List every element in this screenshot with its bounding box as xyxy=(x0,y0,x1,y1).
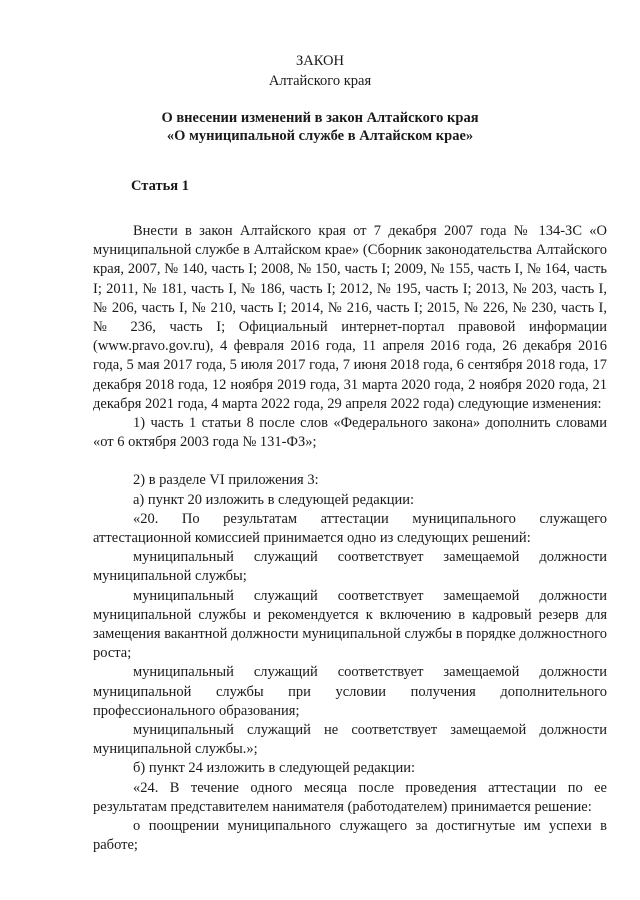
point-20-option-4: муниципальный служащий не соответствует замещаемой должности муниципальной службы.»; xyxy=(93,722,607,758)
item-2a-paragraph: а) пункт 20 изложить в следующей редакции: xyxy=(133,491,415,508)
point-20-option-3: муниципальный служащий соответствует замещаемой должности муниципальной службы при условии получения дополнительного профессионального образования; xyxy=(93,664,607,719)
paragraph-gap xyxy=(93,452,607,471)
region-heading: Алтайского края xyxy=(268,73,372,89)
point-24-option-1: о поощрении муниципального служащего за достигнутые им успехи в работе; xyxy=(93,818,607,854)
item-2b-paragraph: б) пункт 24 изложить в следующей редакции: xyxy=(133,760,415,777)
point-20-option-1: муниципальный служащий соответствует замещаемой должности муниципальной службы; xyxy=(93,549,607,585)
point-20-option-2: муниципальный служащий соответствует замещаемой должности муниципальной службы и рекомендуется к включению в кадровый резерв для замещения вакантной должности муниципальной службы в порядке должностного роста; xyxy=(93,587,607,662)
item-2-paragraph: 2) в разделе VI приложения 3: xyxy=(133,472,319,489)
law-title-line-1: О внесении изменений в закон Алтайского края xyxy=(161,110,479,126)
doc-type-heading: ЗАКОН xyxy=(296,53,344,69)
item-1-paragraph: 1) часть 1 статьи 8 после слов «Федерального закона» дополнить словами «от 6 октября 2003 года № 131-ФЗ»; xyxy=(93,415,607,451)
law-title xyxy=(0,109,640,145)
intro-paragraph: Внести в закон Алтайского края от 7 декабря 2007 года № 134-ЗС «О муниципальной службе в Алтайском крае» (Сборник законодательства Алтайского края, 2007, № 140, часть I; 2008, № 150, часть I; 2009, № 155, часть I, № 164, часть I; 2011, № 181, часть I, № 186, часть I; 2012, № 195, часть I; 2013, № 203, часть I, № 206, часть I, № 210, часть I; 2014, № 216, часть I; 2015, № 226, № 230, часть I, № 236, часть I; Официальный интернет-портал правовой информации (www.pravo.gov.ru), 4 февраля 2016 года, 11 апреля 2016 года, 26 декабря 2016 года, 5 мая 2017 года, 5 июля 2017 года, 7 июня 2018 года, 6 сентября 2018 года, 17 декабря 2018 года, 12 ноября 2019 года, 31 марта 2020 года, 2 ноября 2020 года, 21 декабря 2021 года, 4 марта 2022 года, 29 апреля 2022 года) следующие изменения: xyxy=(93,223,607,412)
point-24-paragraph: «24. В течение одного месяца после проведения аттестации по ее результатам представителем нанимателя (работодателем) принимается решение: xyxy=(93,779,607,815)
point-20-paragraph: «20. По результатам аттестации муниципального служащего аттестационной комиссией принимается одно из следующих решений: xyxy=(93,510,607,547)
document-body xyxy=(93,222,607,856)
article-heading: Статья 1 xyxy=(131,178,189,194)
law-title-line-2: «О муниципальной службе в Алтайском крае» xyxy=(166,128,474,144)
